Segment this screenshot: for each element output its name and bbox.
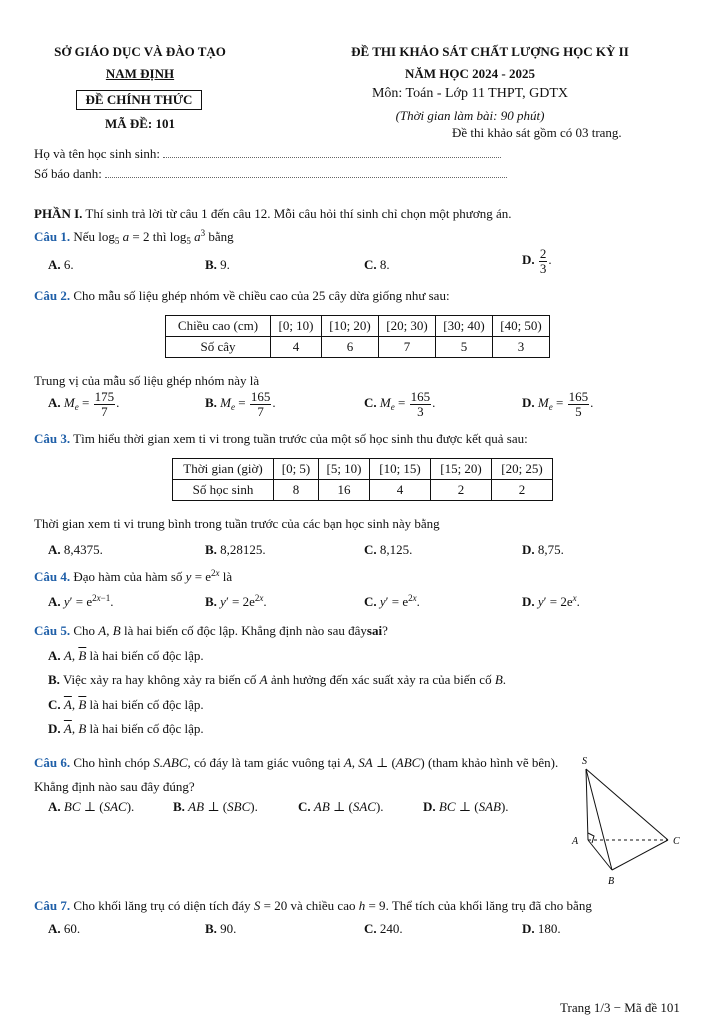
q1-label: Câu 1. [34, 229, 71, 244]
table-cell: 2 [431, 480, 492, 501]
q7-label: Câu 7. [34, 898, 71, 913]
student-name-label: Họ và tên học sinh sinh: [34, 146, 161, 161]
q4-text: Đạo hàm của hàm số [73, 569, 183, 584]
table-cell: [40; 50) [493, 316, 550, 337]
part1-heading [34, 206, 511, 222]
edge-sb [586, 769, 612, 870]
vertex-c: C [673, 836, 680, 847]
table-cell: 16 [319, 480, 370, 501]
table-cell: Số học sinh [173, 480, 274, 501]
q2-label: Câu 2. [34, 288, 71, 303]
part1-instructions: Thí sinh trả lời từ câu 1 đến câu 12. Mỗi câu hỏi thí sinh chỉ chọn một phương án. [85, 206, 512, 221]
vertex-a: A [572, 836, 579, 847]
q2-option-a[interactable]: A. $M_e$ = $\frac{175}{7}$ . [48, 389, 120, 419]
table-cell: 7 [379, 337, 436, 358]
exam-code: MÃ ĐỀ: 101 [104, 116, 176, 131]
q7-text: . Thể tích của khối lăng trụ đã cho bằng [385, 898, 592, 913]
question-6: Câu 6. Cho hình chóp S.ABC, có đáy là tam giác vuông tại A, SA ⊥ (ABC) (tham khảo hình vẽ bên). Khẳng định nào sau đây đúng? [34, 755, 559, 794]
dept-line-2: NAM ĐỊNH [105, 66, 175, 81]
question-7: Câu 7. Cho khối lăng trụ có diện tích đáy S = 20 và chiều cao h = 9. Thể tích của khối lăng trụ đã cho bằng [34, 898, 592, 913]
exam-title: ĐỀ THI KHẢO SÁT CHẤT LƯỢNG HỌC KỲ II [351, 44, 629, 59]
q5-text: ? [382, 623, 388, 638]
q2-option-b[interactable]: B. $M_e$ = $\frac{165}{7}$ . [205, 389, 276, 419]
q1-text: Nếu [73, 229, 96, 244]
table-cell: [15; 20) [431, 459, 492, 480]
table-cell: [0; 5) [274, 459, 319, 480]
question-2 [34, 288, 450, 304]
vertex-s: S [582, 756, 587, 767]
part1-title: PHẦN I. [34, 206, 83, 221]
edge-sc [586, 769, 668, 840]
student-id-label: Số báo danh: [34, 166, 102, 181]
dept-line-1: SỞ GIÁO DỤC VÀ ĐÀO TẠO [54, 44, 226, 59]
page-footer: Trang 1/3 − Mã đề 101 [560, 1000, 680, 1015]
q1-text: bằng [208, 229, 234, 244]
table-row [173, 459, 553, 480]
q6-text: , có đáy là tam giác vuông tại [187, 755, 341, 770]
table-cell: 5 [436, 337, 493, 358]
q5-text: là hai biến cố độc lập. Khẳng định nào sau đây [123, 623, 367, 638]
q3-table [172, 458, 553, 501]
q3-option-b[interactable]: B. 8,28125. [205, 542, 266, 557]
q6-label: Câu 6. [34, 755, 71, 770]
q4-option-b[interactable]: B. $y' = 2e^{2x}$. [205, 593, 267, 609]
question-1: Câu 1. Nếu $\log_5 a = 2$ thì $\log_5 a^3$ bằng [34, 228, 234, 246]
question-4: Câu 4. Đạo hàm của hàm số $y = e^{2x}$ là [34, 568, 233, 584]
q7-text: Cho khối lăng trụ có diện tích đáy [73, 898, 251, 913]
table-cell: [10; 20) [322, 316, 379, 337]
q4-option-a[interactable]: A. $y' = e^{2x-1}$. [48, 593, 114, 609]
q2-option-d[interactable]: D. $M_e$ = $\frac{165}{5}$ . [522, 389, 594, 419]
question-5: Câu 5. Cho A, B là hai biến cố độc lập. Khẳng định nào sau đâysai? [34, 623, 388, 638]
q4-label: Câu 4. [34, 569, 71, 584]
vertex-b: B [608, 876, 615, 887]
student-name-row [34, 146, 501, 162]
q3-text: Tìm hiểu thời gian xem ti vi trong tuần trước của một số học sinh thu được kết quả sau: [73, 431, 528, 446]
q7-text: và chiều cao [290, 898, 356, 913]
table-cell: Số cây [166, 337, 271, 358]
q1-option-d[interactable]: D. $\frac{2}{3}$ . [522, 246, 552, 276]
q7-option-a[interactable]: A. 60. [48, 921, 81, 936]
table-cell: [20; 30) [379, 316, 436, 337]
q3-option-a[interactable]: A. 8,4375. [48, 542, 103, 557]
table-cell: [10; 15) [370, 459, 431, 480]
q6-option-b[interactable]: B. AB ⊥ (SBC). [173, 799, 258, 814]
question-3 [34, 431, 528, 447]
q5-emphasis: sai [366, 623, 383, 638]
table-cell: 3 [493, 337, 550, 358]
q4-text: là [222, 569, 233, 584]
student-id-row [34, 166, 507, 182]
table-row [173, 480, 553, 501]
q6-option-a[interactable]: A. BC ⊥ (SAC). [48, 799, 135, 814]
table-cell: 6 [322, 337, 379, 358]
edge-bc [612, 840, 668, 870]
table-row [166, 337, 550, 358]
q5-option-c[interactable]: C. $\overline{A}$, $\overline{B}$ là hai biến cố độc lập. [48, 697, 204, 712]
q1-option-a[interactable]: A. 6. [48, 257, 74, 272]
q5-option-b[interactable]: B. Việc xảy ra hay không xảy ra biến cố A ảnh hưởng đến xác suất xảy ra của biến cố B. [48, 672, 507, 687]
q6-option-c[interactable]: C. AB ⊥ (SAC). [298, 799, 384, 814]
student-name-blank[interactable] [163, 147, 501, 158]
pyramid-figure [568, 752, 688, 892]
q1-option-c[interactable]: C. 8. [364, 257, 390, 272]
table-cell: 4 [370, 480, 431, 501]
q7-option-b[interactable]: B. 90. [205, 921, 237, 936]
q2-option-c[interactable]: C. $M_e$ = $\frac{165}{3}$ . [364, 389, 436, 419]
time-line: (Thời gian làm bài: 90 phút) [395, 108, 545, 123]
q2-table [165, 315, 550, 358]
q2-question: Trung vị của mẫu số liệu ghép nhóm này là [34, 373, 260, 388]
q5-option-a[interactable]: A. A, $\overline{B}$ là hai biến cố độc lập. [48, 648, 204, 663]
table-cell: Chiều cao (cm) [166, 316, 271, 337]
q5-label: Câu 5. [34, 623, 71, 638]
q3-option-c[interactable]: C. 8,125. [364, 542, 413, 557]
q6-text: hình vẽ bên). Khẳng định nào sau đây đúng? [34, 755, 559, 794]
table-row [166, 316, 550, 337]
q7-option-d[interactable]: D. 180. [522, 921, 561, 936]
table-cell: 4 [271, 337, 322, 358]
q2-text: Cho mẫu số liệu ghép nhóm về chiều cao của 25 cây dừa giống như sau: [73, 288, 450, 303]
student-id-blank[interactable] [105, 167, 507, 178]
q7-option-c[interactable]: C. 240. [364, 921, 403, 936]
table-cell: [20; 25) [492, 459, 553, 480]
q3-option-d[interactable]: D. 8,75. [522, 542, 564, 557]
table-cell: 2 [492, 480, 553, 501]
q6-text: Cho hình chóp [73, 755, 150, 770]
q6-text: (tham khảo [427, 755, 487, 770]
q3-question: Thời gian xem ti vi trung bình trong tuần trước của các bạn học sinh này bằng [34, 516, 440, 531]
q6-option-d[interactable]: D. BC ⊥ (SAB). [423, 799, 509, 814]
q4-option-d[interactable]: D. $y' = 2e^x$. [522, 593, 580, 609]
table-cell: [5; 10) [319, 459, 370, 480]
table-cell: [0; 10) [271, 316, 322, 337]
official-stamp: ĐỀ CHÍNH THỨC [76, 90, 202, 110]
q1-option-b[interactable]: B. 9. [205, 257, 230, 272]
table-cell: 8 [274, 480, 319, 501]
table-cell: Thời gian (giờ) [173, 459, 274, 480]
q4-option-c[interactable]: C. $y' = e^{2x}$. [364, 593, 420, 609]
q1-text: thì [152, 229, 167, 244]
q3-label: Câu 3. [34, 431, 71, 446]
edge-sa [586, 769, 588, 840]
q5-text: Cho [73, 623, 96, 638]
pages-note: Đề thi khảo sát gồm có 03 trang. [452, 125, 622, 140]
q5-option-d[interactable]: D. $\overline{A}$, B là hai biến cố độc lập. [48, 721, 204, 736]
subject-line: Môn: Toán - Lớp 11 THPT, GDTX [371, 86, 569, 101]
table-cell: [30; 40) [436, 316, 493, 337]
school-year: NĂM HỌC 2024 - 2025 [405, 66, 535, 81]
